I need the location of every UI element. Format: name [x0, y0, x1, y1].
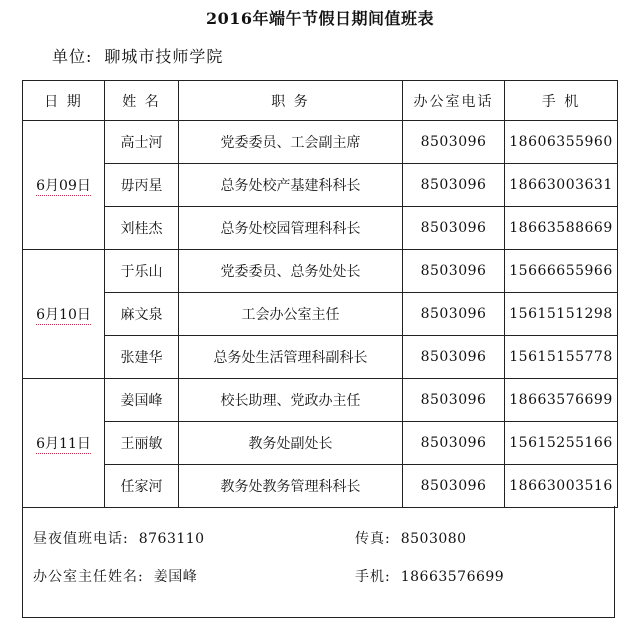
position-cell: 党委委员、总务处处长 — [179, 250, 403, 293]
table-row — [23, 422, 618, 465]
name-cell: 高士河 — [105, 121, 179, 164]
header-office-phone: 办公室电话 — [403, 81, 505, 121]
table-row — [23, 250, 618, 293]
header-date: 日 期 — [23, 81, 105, 121]
duty-phone-line — [33, 528, 205, 548]
position-cell: 工会办公室主任 — [179, 293, 403, 336]
mobile-cell: 18663003516 — [505, 465, 618, 508]
header-position: 职 务 — [179, 81, 403, 121]
table-row — [23, 207, 618, 250]
mobile-cell: 18663588669 — [505, 207, 618, 250]
position-cell: 总务处校园管理科科长 — [179, 207, 403, 250]
office-phone-cell: 8503096 — [403, 121, 505, 164]
office-phone-cell: 8503096 — [403, 250, 505, 293]
unit-line — [52, 44, 223, 67]
duty-phone-label: 昼夜值班电话: — [33, 531, 129, 547]
duty-table — [22, 80, 618, 508]
fax-line — [355, 528, 467, 548]
mobile-cell: 15615151298 — [505, 293, 618, 336]
office-phone-cell: 8503096 — [403, 379, 505, 422]
office-phone-cell: 8503096 — [403, 422, 505, 465]
position-cell: 总务处生活管理科副科长 — [179, 336, 403, 379]
date-cell: 6月09日 — [23, 121, 105, 250]
table-row — [23, 164, 618, 207]
fax-value: 8503080 — [400, 531, 467, 547]
page-title: 2016年端午节假日期间值班表 — [205, 9, 435, 28]
footer-info — [22, 506, 615, 618]
office-phone-cell: 8503096 — [403, 207, 505, 250]
office-phone-cell: 8503096 — [403, 336, 505, 379]
office-phone-cell: 8503096 — [403, 465, 505, 508]
duty-phone-value: 8763110 — [138, 531, 205, 547]
unit-label: 单位: — [52, 47, 93, 66]
name-cell: 于乐山 — [105, 250, 179, 293]
table-row — [23, 379, 618, 422]
office-phone-cell: 8503096 — [403, 164, 505, 207]
office-phone-cell: 8503096 — [403, 293, 505, 336]
mobile-cell: 18663576699 — [505, 379, 618, 422]
table-row — [23, 336, 618, 379]
position-cell: 教务处副处长 — [179, 422, 403, 465]
fax-label: 传真: — [355, 531, 391, 547]
director-name: 姜国峰 — [153, 569, 198, 585]
director-line — [33, 566, 197, 586]
position-cell: 校长助理、党政办主任 — [179, 379, 403, 422]
header-mobile: 手 机 — [505, 81, 618, 121]
unit-name: 聊城市技师学院 — [104, 47, 224, 66]
mobile-cell: 18663003631 — [505, 164, 618, 207]
position-cell: 教务处教务管理科科长 — [179, 465, 403, 508]
director-mobile-label: 手机: — [355, 569, 391, 585]
table-row — [23, 465, 618, 508]
name-cell: 麻文泉 — [105, 293, 179, 336]
name-cell: 任家河 — [105, 465, 179, 508]
table-header-row — [23, 81, 618, 121]
position-cell: 党委委员、工会副主席 — [179, 121, 403, 164]
name-cell: 张建华 — [105, 336, 179, 379]
director-mobile-value: 18663576699 — [400, 569, 505, 585]
table-row — [23, 293, 618, 336]
director-mobile-line — [355, 566, 504, 586]
director-label: 办公室主任姓名: — [33, 569, 144, 585]
date-cell: 6月10日 — [23, 250, 105, 379]
name-cell: 姜国峰 — [105, 379, 179, 422]
mobile-cell: 15615155778 — [505, 336, 618, 379]
mobile-cell: 15666655966 — [505, 250, 618, 293]
name-cell: 毋丙星 — [105, 164, 179, 207]
name-cell: 刘桂杰 — [105, 207, 179, 250]
date-cell: 6月11日 — [23, 379, 105, 508]
table-row — [23, 121, 618, 164]
name-cell: 王丽敏 — [105, 422, 179, 465]
mobile-cell: 15615255166 — [505, 422, 618, 465]
header-name: 姓 名 — [105, 81, 179, 121]
mobile-cell: 18606355960 — [505, 121, 618, 164]
position-cell: 总务处校产基建科科长 — [179, 164, 403, 207]
